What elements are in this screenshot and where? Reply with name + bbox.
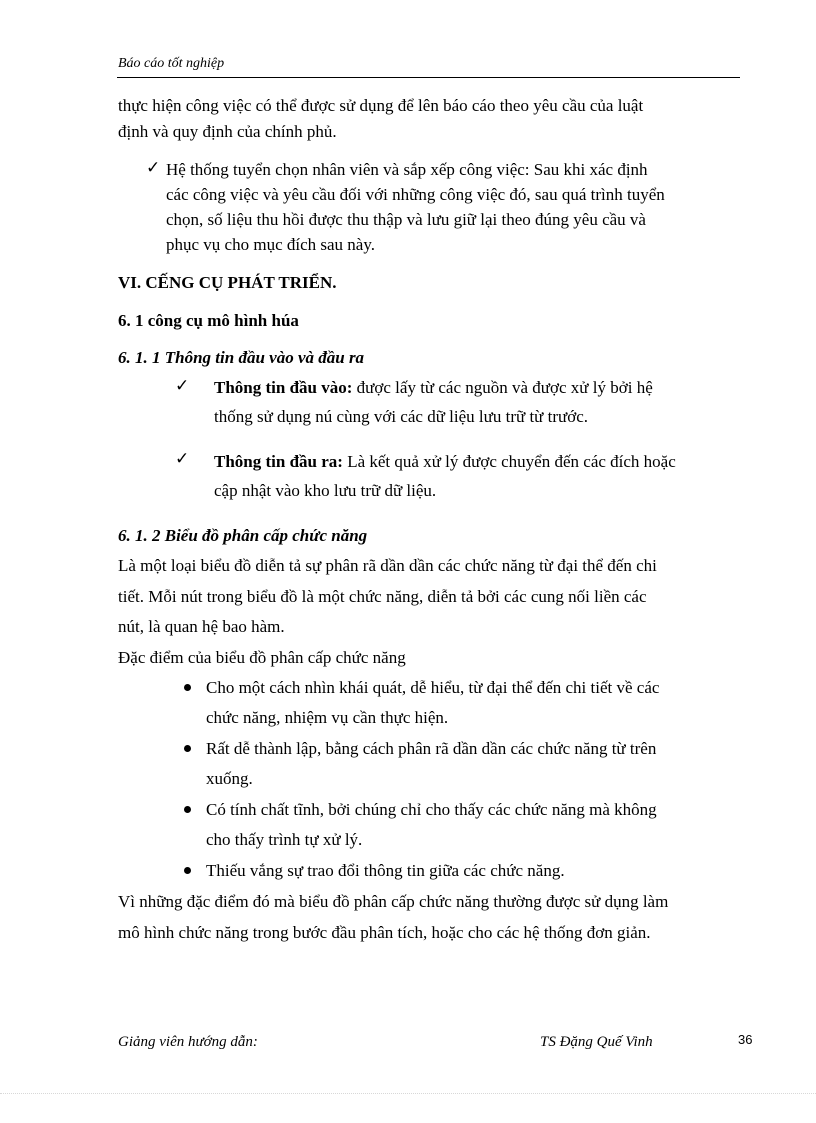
checkmark-icon: ✓ bbox=[175, 376, 190, 395]
conclusion-line-1: Vì những đặc điểm đó mà biểu đồ phân cấp chức năng thường được sử dụng làm bbox=[118, 892, 669, 911]
checkmark-icon: ✓ bbox=[146, 158, 161, 177]
input-info-line-2: thống sử dụng nú cùng với các dữ liệu lưu trữ từ trước. bbox=[214, 407, 589, 426]
section-6-1-heading: 6. 1 công cụ mô hình húa bbox=[118, 311, 299, 330]
input-info-label: Thông tin đầu vào: bbox=[214, 378, 353, 397]
footer-advisor-label: Giảng viên hướng dẫn: bbox=[118, 1034, 258, 1050]
bullet-1-line-1: Cho một cách nhìn khái quát, dễ hiểu, từ đại thể đến chi tiết về các bbox=[206, 678, 660, 697]
section-6-1-1-heading: 6. 1. 1 Thông tin đầu vào và đầu ra bbox=[118, 348, 365, 367]
checkmark-icon: ✓ bbox=[175, 449, 190, 468]
output-info-text: Là kết quả xử lý được chuyển đến các đích hoặc bbox=[342, 452, 676, 471]
recruit-line-3: chọn, số liệu thu hồi được thu thập và lưu giữ lại theo đúng yêu cầu và bbox=[166, 210, 646, 229]
bullet-3-line-2: cho thấy trình tự xử lý. bbox=[206, 830, 363, 849]
input-info-text: được lấy từ các nguồn và được xử lý bởi hệ bbox=[352, 378, 653, 397]
input-info-line-1 bbox=[214, 375, 740, 400]
header-divider bbox=[117, 77, 740, 78]
features-title: Đặc điểm của biểu đồ phân cấp chức năng bbox=[118, 648, 406, 667]
bullet-1-line-2: chức năng, nhiệm vụ cần thực hiện. bbox=[206, 708, 449, 727]
output-info-line-2: cập nhật vào kho lưu trữ dữ liệu. bbox=[214, 481, 437, 500]
page-header-title: Báo cáo tốt nghiệp bbox=[118, 56, 225, 71]
hierarchy-para-line-3: nút, là quan hệ bao hàm. bbox=[118, 617, 285, 636]
bullet-3-line-1: Có tính chất tĩnh, bởi chúng chỉ cho thấy các chức năng mà không bbox=[206, 800, 657, 819]
hierarchy-para-line-1: Là một loại biểu đồ diễn tả sự phân rã dần dần các chức năng từ đại thể đến chi bbox=[118, 556, 657, 575]
recruit-line-4: phục vụ cho mục đích sau này. bbox=[166, 235, 375, 254]
recruit-line-1: Hệ thống tuyển chọn nhân viên và sắp xếp công việc: Sau khi xác định bbox=[166, 160, 648, 179]
output-info-line-1 bbox=[214, 449, 740, 474]
bullet-2-line-1: Rất dễ thành lập, bằng cách phân rã dần dần các chức năng từ trên bbox=[206, 739, 657, 758]
bullet-icon bbox=[184, 806, 191, 813]
hierarchy-para-line-2: tiết. Mỗi nút trong biểu đồ là một chức năng, diễn tả bởi các cung nối liền các bbox=[118, 587, 647, 606]
bullet-2-line-2: xuống. bbox=[206, 769, 253, 788]
footer-advisor-name: TS Đặng Quế Vinh bbox=[540, 1034, 653, 1050]
page-bottom-divider bbox=[0, 1093, 816, 1094]
bullet-icon bbox=[184, 745, 191, 752]
output-info-label: Thông tin đầu ra: bbox=[214, 452, 343, 471]
bullet-icon bbox=[184, 684, 191, 691]
recruit-line-2: các công việc và yêu cầu đối với những công việc đó, sau quá trình tuyển bbox=[166, 185, 665, 204]
intro-line-2: định và quy định của chính phủ. bbox=[118, 122, 337, 141]
section-vi-heading: VI. CẾNG CỤ PHÁT TRIỂN. bbox=[118, 273, 337, 292]
bullet-4-line-1: Thiếu vắng sự trao đổi thông tin giữa các chức năng. bbox=[206, 861, 565, 880]
page-number: 36 bbox=[738, 1032, 753, 1047]
conclusion-line-2: mô hình chức năng trong bước đầu phân tích, hoặc cho các hệ thống đơn giản. bbox=[118, 923, 651, 942]
section-6-1-2-heading: 6. 1. 2 Biểu đồ phân cấp chức năng bbox=[118, 526, 368, 545]
intro-line-1: thực hiện công việc có thể được sử dụng để lên báo cáo theo yêu cầu của luật bbox=[118, 96, 644, 115]
bullet-icon bbox=[184, 867, 191, 874]
